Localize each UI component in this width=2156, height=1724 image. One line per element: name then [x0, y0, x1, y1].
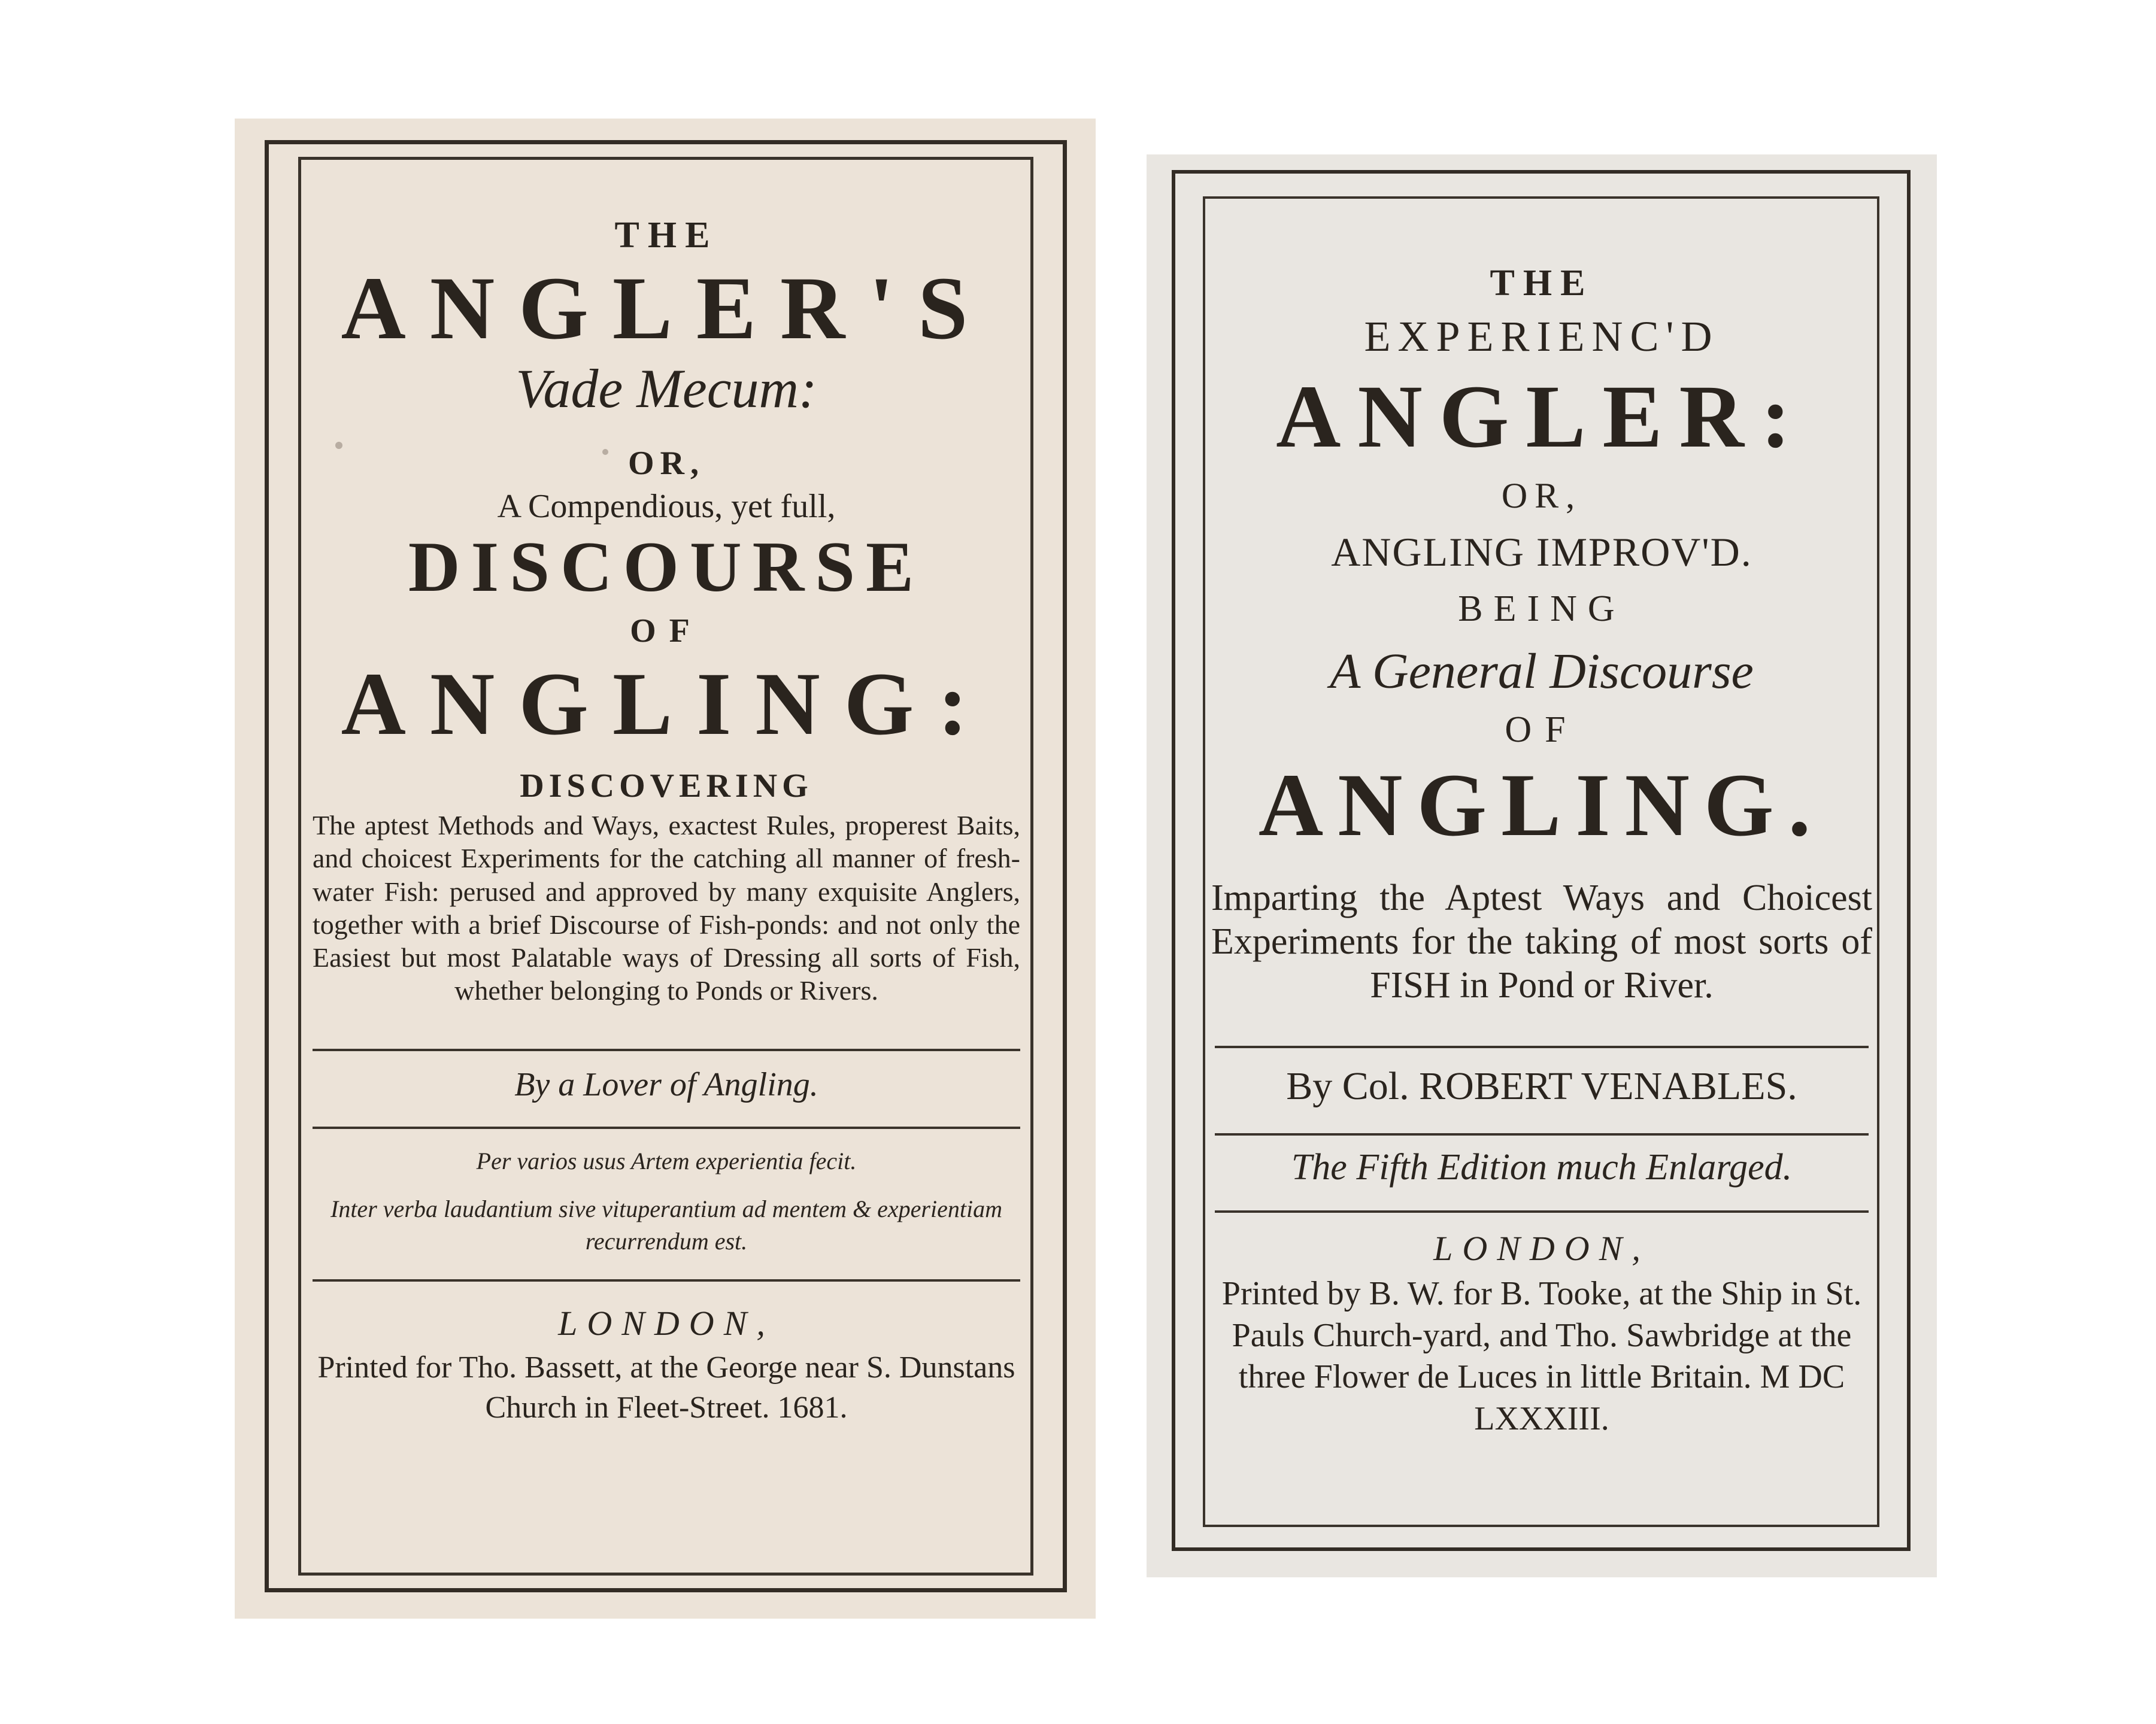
title-angler: ANGLER:	[1276, 367, 1808, 466]
horizontal-rule	[1215, 1046, 1869, 1048]
subtitle-compendious: A Compendious, yet full,	[497, 488, 836, 526]
imprint-text: Printed by B. W. for B. Tooke, at the Ship in St. Pauls Church-yard, and Tho. Sawbridge at the three Flower de Luces in little Britain. M DC LXXXIII.	[1221, 1275, 1862, 1437]
title-of: OF	[630, 612, 703, 650]
title-being: BEING	[1458, 588, 1626, 629]
latin-motto-1: Per varios usus Artem experientia fecit.	[476, 1148, 857, 1175]
title-page-text-block	[307, 166, 1026, 1571]
description-paragraph: Imparting the Aptest Ways and Choicest Experiments for the taking of most sorts of FISH in Pond or River.	[1211, 878, 1872, 1006]
imprint-place: LONDON,	[1433, 1229, 1650, 1268]
title-the: THE	[1490, 263, 1594, 303]
right-title-page	[1147, 154, 1937, 1577]
horizontal-rule	[313, 1279, 1020, 1282]
title-vade-mecum: Vade Mecum:	[516, 357, 817, 419]
left-title-page	[235, 119, 1096, 1619]
title-angling: ANGLING:	[341, 654, 992, 754]
imprint-text: Printed for Tho. Bassett, at the George near S. Dunstans Church in Fleet-Street. 1681.	[317, 1350, 1015, 1425]
title-of: OF	[1505, 709, 1579, 750]
horizontal-rule	[313, 1049, 1020, 1051]
edition-line: The Fifth Edition much Enlarged.	[1291, 1147, 1793, 1188]
title-discourse: DISCOURSE	[408, 527, 925, 607]
subtitle-general-discourse: A General Discourse	[1330, 643, 1754, 699]
horizontal-rule	[1215, 1133, 1869, 1136]
title-page-text-block	[1209, 202, 1875, 1523]
heading-discovering: DISCOVERING	[520, 767, 813, 805]
description-paragraph: The aptest Methods and Ways, exactest Rules, properest Baits, and choicest Experiments for the catching all manner of fresh-water Fish: perused and approved by many exquisite Anglers, together with a brief Discourse of Fish-ponds: and not only the Easiest but most Palatable ways of Dressing all sorts of Fish, whether belonging to Ponds or Rivers.	[313, 810, 1020, 1006]
latin-motto-2: Inter verba laudantium sive vituperantium ad mentem & experientiam recurrendum est.	[330, 1195, 1002, 1255]
title-anglers: ANGLER'S	[341, 259, 992, 358]
title-experiencd: EXPERIENC'D	[1364, 312, 1720, 360]
title-or: OR,	[628, 445, 705, 482]
title-or: OR,	[1501, 475, 1582, 515]
imprint-place: LONDON,	[558, 1304, 775, 1343]
horizontal-rule	[1215, 1210, 1869, 1213]
title-the: THE	[614, 215, 718, 256]
title-angling: ANGLING.	[1258, 755, 1826, 855]
title-angling-improvd: ANGLING IMPROV'D.	[1331, 529, 1752, 575]
author-line: By Col. ROBERT VENABLES.	[1286, 1064, 1797, 1109]
author-line: By a Lover of Angling.	[514, 1066, 818, 1104]
horizontal-rule	[313, 1127, 1020, 1129]
